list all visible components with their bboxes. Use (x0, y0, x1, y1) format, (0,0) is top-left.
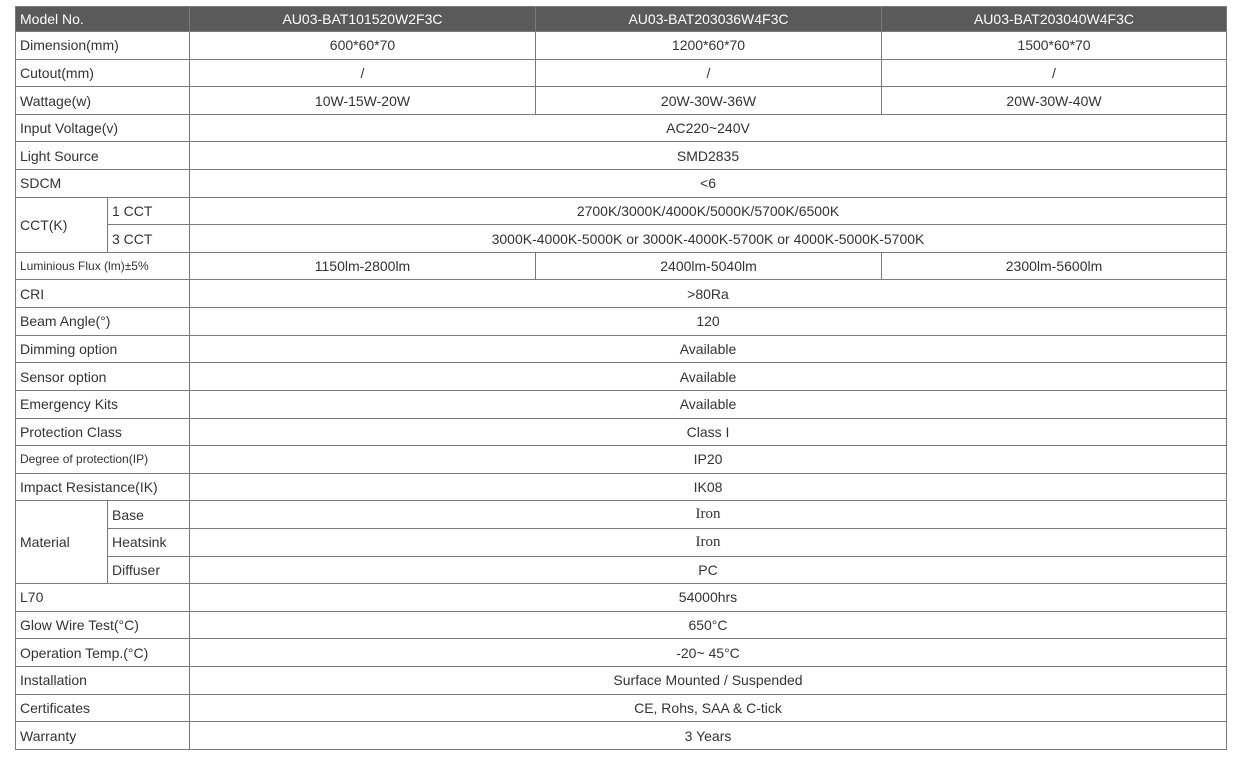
dimension-label: Dimension(mm) (16, 32, 190, 60)
l70-label: L70 (16, 584, 190, 612)
dimension-row (16, 32, 1227, 60)
installation-value: Surface Mounted / Suspended (190, 667, 1227, 695)
flux-row (16, 252, 1227, 280)
material-heatsink-label: Heatsink (108, 528, 190, 556)
certificates-label: Certificates (16, 694, 190, 722)
material-base-row (16, 501, 1227, 529)
l70-value: 54000hrs (190, 584, 1227, 612)
input-voltage-row (16, 114, 1227, 142)
material-base-label: Base (108, 501, 190, 529)
cct-1-row (16, 197, 1227, 225)
material-base-value: Iron (190, 501, 1227, 529)
installation-label: Installation (16, 667, 190, 695)
cri-label: CRI (16, 280, 190, 308)
cct-3-value: 3000K-4000K-5000K or 3000K-4000K-5700K or 4000K-5000K-5700K (190, 225, 1227, 253)
input-voltage-label: Input Voltage(v) (16, 114, 190, 142)
operation-temp-label: Operation Temp.(°C) (16, 639, 190, 667)
flux-value-2: 2400lm-5040lm (536, 252, 882, 280)
dimming-value: Available (190, 335, 1227, 363)
glow-wire-value: 650°C (190, 611, 1227, 639)
model-3-header: AU03-BAT203040W4F3C (882, 7, 1227, 32)
model-2-header: AU03-BAT203036W4F3C (536, 7, 882, 32)
l70-row (16, 584, 1227, 612)
emergency-row (16, 390, 1227, 418)
cutout-value-2: / (536, 59, 882, 87)
cri-value: >80Ra (190, 280, 1227, 308)
sdcm-label: SDCM (16, 170, 190, 198)
protection-class-value: Class I (190, 418, 1227, 446)
beam-angle-row (16, 308, 1227, 336)
light-source-row (16, 142, 1227, 170)
dimension-value-2: 1200*60*70 (536, 32, 882, 60)
warranty-label: Warranty (16, 722, 190, 750)
wattage-label: Wattage(w) (16, 87, 190, 115)
dimming-row (16, 335, 1227, 363)
material-diffuser-label: Diffuser (108, 556, 190, 584)
wattage-row (16, 87, 1227, 115)
installation-row (16, 667, 1227, 695)
cutout-value-3: / (882, 59, 1227, 87)
dimming-label: Dimming option (16, 335, 190, 363)
header-row (16, 7, 1227, 32)
warranty-value: 3 Years (190, 722, 1227, 750)
certificates-value: CE, Rohs, SAA & C-tick (190, 694, 1227, 722)
light-source-label: Light Source (16, 142, 190, 170)
ik-row (16, 473, 1227, 501)
ik-value: IK08 (190, 473, 1227, 501)
input-voltage-value: AC220~240V (190, 114, 1227, 142)
spec-table (15, 6, 1227, 750)
cutout-row (16, 59, 1227, 87)
emergency-label: Emergency Kits (16, 390, 190, 418)
cct-1-value: 2700K/3000K/4000K/5000K/5700K/6500K (190, 197, 1227, 225)
warranty-row (16, 722, 1227, 750)
glow-wire-label: Glow Wire Test(°C) (16, 611, 190, 639)
wattage-value-1: 10W-15W-20W (190, 87, 536, 115)
cct-label: CCT(K) (16, 197, 108, 252)
operation-temp-value: -20~ 45°C (190, 639, 1227, 667)
certificates-row (16, 694, 1227, 722)
material-diffuser-row (16, 556, 1227, 584)
beam-angle-label: Beam Angle(°) (16, 308, 190, 336)
material-diffuser-value: PC (190, 556, 1227, 584)
ik-label: Impact Resistance(IK) (16, 473, 190, 501)
wattage-value-2: 20W-30W-36W (536, 87, 882, 115)
operation-temp-row (16, 639, 1227, 667)
emergency-value: Available (190, 390, 1227, 418)
protection-class-label: Protection Class (16, 418, 190, 446)
cutout-label: Cutout(mm) (16, 59, 190, 87)
beam-angle-value: 120 (190, 308, 1227, 336)
cct-1-label: 1 CCT (108, 197, 190, 225)
flux-value-3: 2300lm-5600lm (882, 252, 1227, 280)
light-source-value: SMD2835 (190, 142, 1227, 170)
sensor-label: Sensor option (16, 363, 190, 391)
cri-row (16, 280, 1227, 308)
dimension-value-1: 600*60*70 (190, 32, 536, 60)
cct-3-label: 3 CCT (108, 225, 190, 253)
protection-class-row (16, 418, 1227, 446)
model-1-header: AU03-BAT101520W2F3C (190, 7, 536, 32)
material-heatsink-row (16, 528, 1227, 556)
model-no-label: Model No. (16, 7, 190, 32)
ip-row (16, 446, 1227, 474)
sensor-row (16, 363, 1227, 391)
glow-wire-row (16, 611, 1227, 639)
sdcm-row (16, 170, 1227, 198)
dimension-value-3: 1500*60*70 (882, 32, 1227, 60)
sdcm-value: <6 (190, 170, 1227, 198)
ip-value: IP20 (190, 446, 1227, 474)
flux-value-1: 1150lm-2800lm (190, 252, 536, 280)
cct-3-row (16, 225, 1227, 253)
sensor-value: Available (190, 363, 1227, 391)
material-label: Material (16, 501, 108, 584)
wattage-value-3: 20W-30W-40W (882, 87, 1227, 115)
cutout-value-1: / (190, 59, 536, 87)
flux-label: Luminious Flux (lm)±5% (16, 252, 190, 280)
material-heatsink-value: Iron (190, 528, 1227, 556)
ip-label: Degree of protection(IP) (16, 446, 190, 474)
